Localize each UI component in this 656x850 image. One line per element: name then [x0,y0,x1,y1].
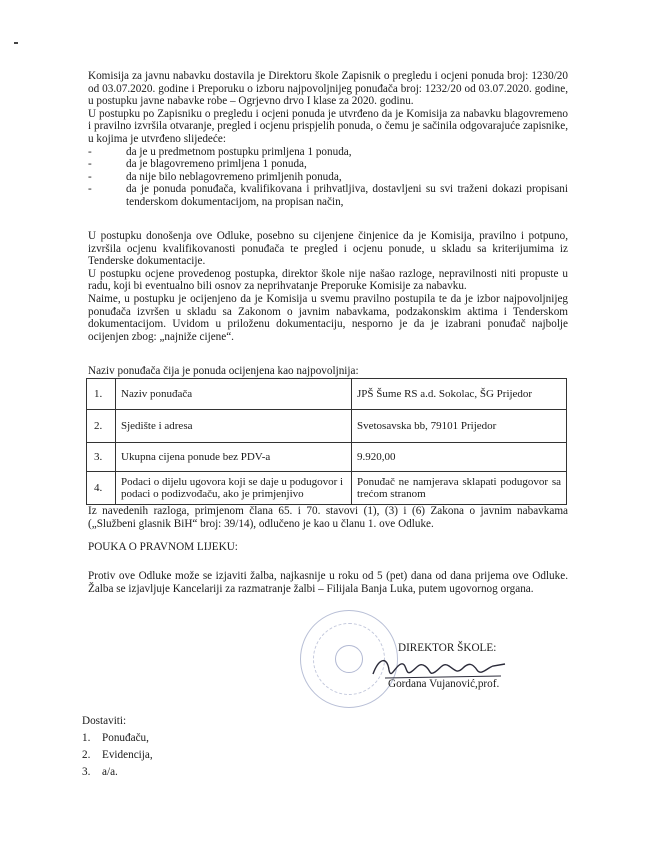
row-label: Sjedište i adresa [116,410,352,443]
decision-body [88,70,568,209]
decision-reasoning [88,230,568,343]
row-number: 2. [87,410,116,443]
findings-list [88,146,568,209]
row-number: 3. [87,443,116,472]
finding-item: - da je u predmetnom postupku primljena 1 ponuda, [88,146,568,159]
row-label: Podaci o dijelu ugovora koji se daje u podugovor i podaci o podizvođaču, ako je primjenjivo [116,472,352,505]
row-value: 9.920,00 [352,443,567,472]
paragraph-no-irregularities: U postupku ocjene provedenog postupka, direktor škole nije našao razloge, nepravilnosti niti propuste u radu, koji bi eventualno bili osnov za neprihvatanje Preporuke Komisije za nabavku. [88,267,568,293]
stamp-emblem [335,645,363,673]
delivery-item-text: Evidencija, [102,749,153,761]
legal-remedy-text: Protiv ove Odluke može se izjaviti žalba, najkasnije u roku od 5 (pet) dana od dana prijema ove Odluke. Žalba se izjavljuje Kancelariji za razmatranje žalbi – Filijala Banja Luka, putem ugovornog organa. [88,570,568,595]
row-number: 1. [87,379,116,410]
finding-item: - da je ponuda ponuđača, kvalifikovana i prihvatljiva, dostavljeni su svi traženi dokazi propisani tenderskom dokumentacijom, na propisan način, [88,183,568,208]
legal-remedy-heading: POUKA O PRAVNOM LIJEKU: [88,541,238,553]
selected-offer-table [86,378,567,505]
delivery-item [82,764,153,781]
paragraph-procedure-findings: U postupku po Zapisniku o pregledu i ocjeni ponuda je utvrđeno da je Komisija za nabavku blagovremeno i pravilno izvršila otvaranje, pregled i ocjenu prispjelih ponuda, o čemu je sačinila odgovarajuće zapisnike, u kojima je utvrđeno slijedeće: [88,107,568,145]
delivery-item-text: Ponuđaču, [102,732,149,744]
row-value: Ponuđač ne namjerava sklapati podugovor sa trećom stranom [352,472,567,505]
delivery-heading: Dostaviti: [82,715,127,727]
table-caption: Naziv ponuđača čija je ponuda ocijenjena kao najpovoljnija: [88,365,359,377]
row-number: 4. [87,472,116,505]
paragraph-report-delivered: Komisija za javnu nabavku dostavila je Direktoru škole Zapisnik o pregledu i ocjeni ponuda broj: 1230/20 od 03.07.2020. godine i Preporuku o izboru najpovoljnijeg ponuđača broj: 1232/20 od 03.07.2020. godine, u postupku javne nabavke robe – Ogrjevno drvo I klase za 2020. godinu. [88,70,568,108]
table-row [87,443,567,472]
row-value: Svetosavska bb, 79101 Prijedor [352,410,567,443]
delivery-item [82,747,153,764]
signatory-name: Gordana Vujanović,prof. [388,678,500,690]
decision-conclusion [88,505,568,530]
row-value: JPŠ Šume RS a.d. Sokolac, ŠG Prijedor [352,379,567,410]
row-label: Naziv ponuđača [116,379,352,410]
delivery-item-number: 2. [82,749,91,761]
table-row [87,410,567,443]
delivery-item-number: 3. [82,766,91,778]
paragraph-best-offer: Naime, u postupku je ocijenjeno da je Komisija u svemu pravilno postupila te da je izbor najpovoljnijeg ponuđača izvršen u skladu sa Zakonom o javnim nabavkama, podzakonskim aktima i Tenderskom dokumentacijom. Uvidom u priloženu dokumentaciju, nesporno je da je izabrani ponuđač najbolje ocijenjen zbog: „najniže cijene“. [88,292,568,343]
delivery-item-text: a/a. [102,766,118,778]
finding-item: - da nije bilo neblagovremeno primljenih ponuda, [88,171,568,184]
delivery-list [82,713,153,781]
signatory-title: DIREKTOR ŠKOLE: [398,642,497,654]
table-row [87,379,567,410]
delivery-item [82,730,153,747]
delivery-item-number: 1. [82,732,91,744]
paragraph-legal-basis: Iz navedenih razloga, primjenom člana 65. i 70. stavovi (1), (3) i (6) Zakona o javnim nabavkama („Službeni glasnik BiH“ broj: 39/14), odlučeno je kao u članu 1. ove Odluke. [88,505,568,530]
row-label: Ukupna cijena ponude bez PDV-a [116,443,352,472]
paragraph-commission-evaluation: U postupku donošenja ove Odluke, posebno su cijenjene činjenice da je Komisija, pravilno i potpuno, izvršila ocjenu kvalifikovanosti ponuđača te pregled i ocjenu ponude, u skladu sa kriterijumima iz Tenderske dokumentacije. [88,230,568,268]
delivery-recipients [82,730,153,781]
finding-item: - da je blagovremeno primljena 1 ponuda, [88,158,568,171]
legal-remedy-section [88,570,568,595]
scan-mark [14,42,18,44]
table-row [87,472,567,505]
